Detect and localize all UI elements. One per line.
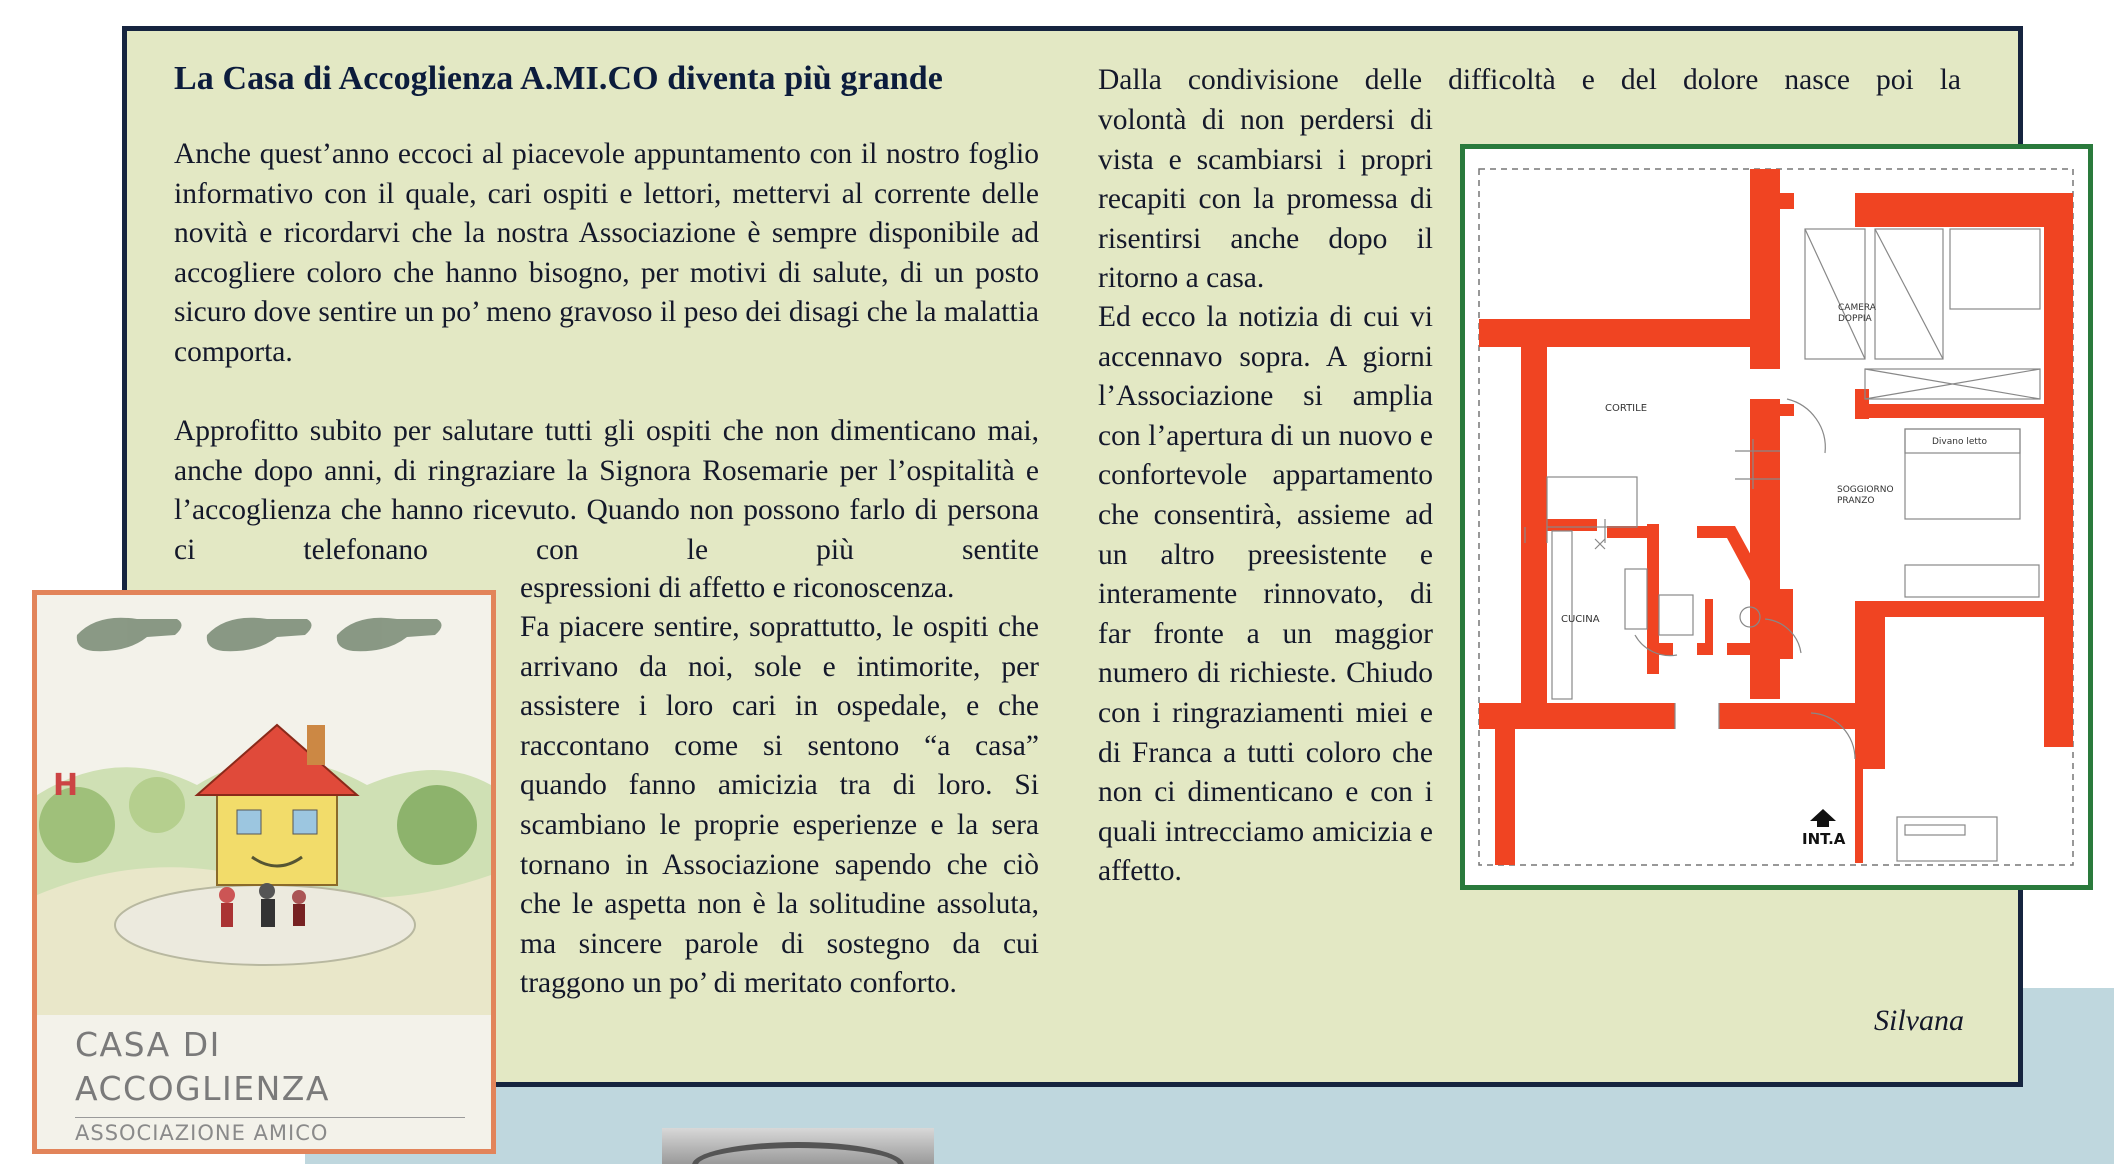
label-divano: Divano letto	[1932, 437, 1987, 447]
floor-plan	[1460, 144, 2093, 890]
label-pranzo: PRANZO	[1837, 496, 1875, 506]
label-cortile: CORTILE	[1605, 403, 1648, 414]
svg-text:H: H	[53, 768, 79, 803]
label-doppia: DOPPIA	[1838, 314, 1872, 324]
paragraph-thanks: Approfitto subito per salutare tutti gli ospiti che non dimenticano mai, anche dopo anni, di ringraziare la Signora Rosemarie per l’ospitalità e l’accoglienza che hanno ricevuto. Quando non possono farlo di persona ci telefonano con le più sentite	[174, 415, 1039, 566]
logo-line-2: ACCOGLIENZA	[75, 1069, 330, 1108]
paragraph-sharing-top: Dalla condivisione delle difficoltà e del dolore nasce poi la	[1098, 64, 1961, 96]
photo-fragment	[662, 1128, 934, 1164]
logo-line-1: CASA DI	[75, 1025, 221, 1064]
paragraph-thanks-end: espressioni di affetto e riconoscenza.	[520, 572, 955, 604]
label-cucina: CUCINA	[1561, 614, 1600, 625]
paragraph-sharing: volontà di non perdersi di vista e scambiarsi i propri recapiti con la promessa di risentirsi anche dopo il ritorno a casa.	[1098, 104, 1433, 295]
logo-line-3: ASSOCIAZIONE AMICO	[75, 1117, 465, 1145]
article-title: La Casa di Accoglienza A.MI.CO diventa più grande	[174, 60, 944, 97]
association-logo	[32, 590, 496, 1154]
floor-plan-drawing	[1465, 149, 2088, 885]
label-entrance: INT.A	[1802, 830, 1846, 848]
paragraph-guests: Fa piacere sentire, soprattutto, le ospiti che arrivano da noi, sole e intimorite, per assistere i loro cari in ospedale, e che raccontano come si sentono “a casa” quando fanno amicizia tra di loro. Si scambiano le proprie esperienze e la sera tornano in Associazione sapendo che ciò che le aspetta non è la solitudine assoluta, ma sincere parole di sostegno da cui traggono un po’ di meritato conforto.	[520, 611, 1039, 1000]
label-camera: CAMERA	[1838, 303, 1876, 313]
signature: Silvana	[1874, 1004, 1964, 1037]
paragraph-intro: Anche quest’anno eccoci al piacevole appuntamento con il nostro foglio informativo con il quale, cari ospiti e lettori, mettervi al corrente delle novità e ricordarvi che la nostra Associazione è sempre disponibile ad accogliere coloro che hanno bisogno, per motivi di salute, di un posto sicuro dove sentire un po’ meno gravoso il peso dei disagi che la malattia comporta.	[174, 138, 1039, 368]
label-soggiorno: SOGGIORNO	[1837, 485, 1894, 495]
paragraph-news: Ed ecco la notizia di cui vi accennavo sopra. A giorni l’Associazione si amplia con l’apertura di un nuovo e confortevole appartamento che consentirà, assieme ad un altro preesistente e interamente rinnovato, di far fronte a un maggior numero di richieste. Chiudo con i ringraziamenti miei e di Franca a tutti coloro che non ci dimenticano e con i quali intrecciamo amicizia e affetto.	[1098, 301, 1433, 888]
logo-illustration	[37, 595, 491, 1015]
